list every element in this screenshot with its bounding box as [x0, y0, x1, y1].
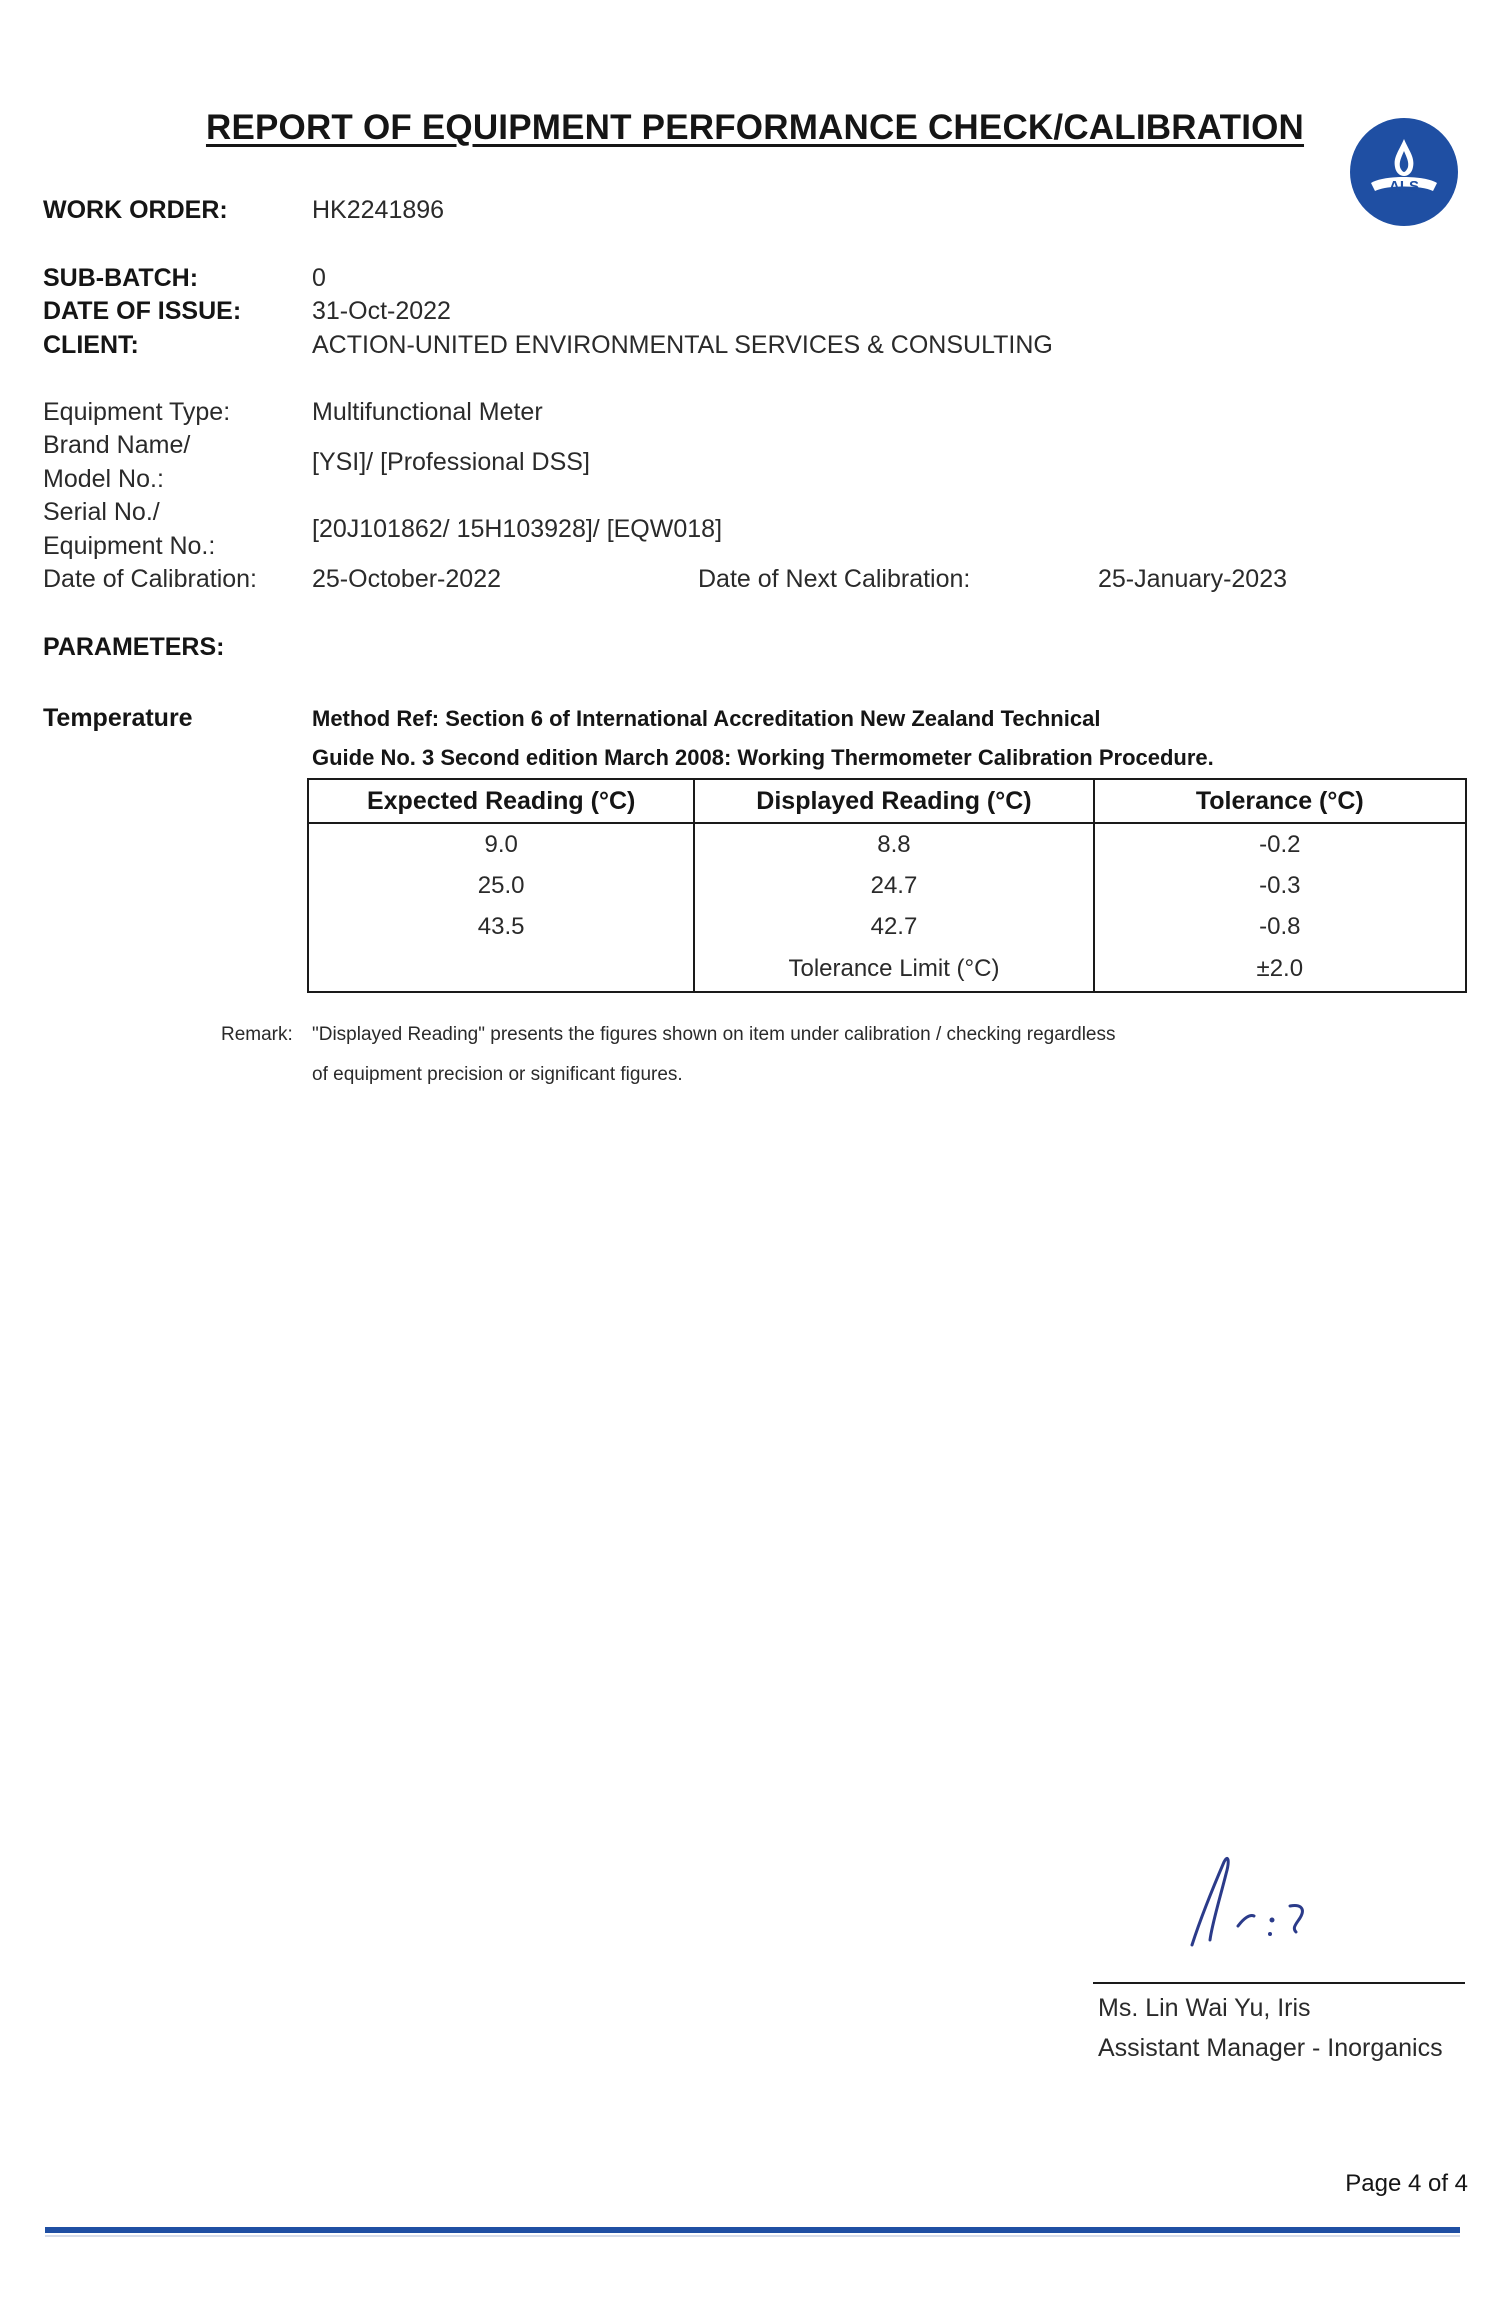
signatory-position: Assistant Manager - Inorganics [1098, 2034, 1443, 2062]
equipment-type-label: Equipment Type: [43, 398, 231, 426]
header-expected-reading: Expected Reading (°C) [308, 779, 694, 823]
displayed-reading-cell: 42.7 [694, 906, 1093, 947]
serial-equipment-value: [20J101862/ 15H103928]/ [EQW018] [312, 515, 723, 543]
header-tolerance: Tolerance (°C) [1094, 779, 1466, 823]
table-row [308, 823, 1466, 865]
calibration-date-label: Date of Calibration: [43, 565, 258, 593]
logo-text: ALS [1389, 178, 1419, 195]
brand-name-label: Brand Name/ [43, 431, 191, 459]
date-of-issue-value: 31-Oct-2022 [312, 297, 451, 325]
empty-cell [308, 947, 694, 992]
tolerance-cell: -0.2 [1094, 823, 1466, 865]
serial-no-label: Serial No./ [43, 498, 160, 526]
next-calibration-label: Date of Next Calibration: [698, 565, 971, 593]
date-of-issue-label: DATE OF ISSUE: [43, 297, 242, 325]
displayed-reading-cell: 8.8 [694, 823, 1093, 865]
equipment-type-value: Multifunctional Meter [312, 398, 543, 426]
model-no-label: Model No.: [43, 465, 164, 493]
next-calibration-value: 25-January-2023 [1098, 565, 1288, 593]
signature-line [1093, 1982, 1465, 1984]
brand-model-value: [YSI]/ [Professional DSS] [312, 448, 590, 476]
method-ref-line-1: Method Ref: Section 6 of International Accreditation New Zealand Technical [312, 706, 1101, 731]
parameter-name: Temperature [43, 704, 193, 732]
remark-label: Remark: [221, 1024, 293, 1045]
tolerance-limit-row [308, 947, 1466, 992]
method-ref-line-2: Guide No. 3 Second edition March 2008: Working Thermometer Calibration Procedure. [312, 745, 1214, 770]
tolerance-cell: -0.8 [1094, 906, 1466, 947]
handwritten-signature [1160, 1840, 1350, 1960]
table-row [308, 865, 1466, 906]
tolerance-cell: -0.3 [1094, 865, 1466, 906]
als-logo-icon [1349, 117, 1459, 227]
client-value: ACTION-UNITED ENVIRONMENTAL SERVICES & CONSULTING [312, 331, 1053, 359]
expected-reading-cell: 9.0 [308, 823, 694, 865]
page-number: Page 4 of 4 [1345, 2170, 1468, 2197]
equipment-no-label: Equipment No.: [43, 532, 216, 560]
footer-bar [45, 2227, 1460, 2233]
sub-batch-value: 0 [312, 264, 326, 292]
signatory-name: Ms. Lin Wai Yu, Iris [1098, 1994, 1311, 2022]
work-order-label: WORK ORDER: [43, 196, 228, 224]
table-row [308, 906, 1466, 947]
report-title: REPORT OF EQUIPMENT PERFORMANCE CHECK/CALIBRATION [205, 108, 1305, 147]
header-displayed-reading: Displayed Reading (°C) [694, 779, 1093, 823]
parameters-heading: PARAMETERS: [43, 633, 225, 661]
sub-batch-label: SUB-BATCH: [43, 264, 199, 292]
footer-bar-shadow [45, 2235, 1460, 2237]
expected-reading-cell: 25.0 [308, 865, 694, 906]
displayed-reading-cell: 24.7 [694, 865, 1093, 906]
table-header-row [308, 779, 1466, 823]
expected-reading-cell: 43.5 [308, 906, 694, 947]
work-order-value: HK2241896 [312, 196, 445, 224]
remark-line-1: "Displayed Reading" presents the figures shown on item under calibration / checking regardless [312, 1024, 1116, 1045]
calibration-table [307, 778, 1467, 993]
tolerance-limit-label: Tolerance Limit (°C) [694, 947, 1093, 992]
calibration-date-value: 25-October-2022 [312, 565, 502, 593]
tolerance-limit-value: ±2.0 [1094, 947, 1466, 992]
remark-line-2: of equipment precision or significant figures. [312, 1064, 683, 1085]
client-label: CLIENT: [43, 331, 139, 359]
